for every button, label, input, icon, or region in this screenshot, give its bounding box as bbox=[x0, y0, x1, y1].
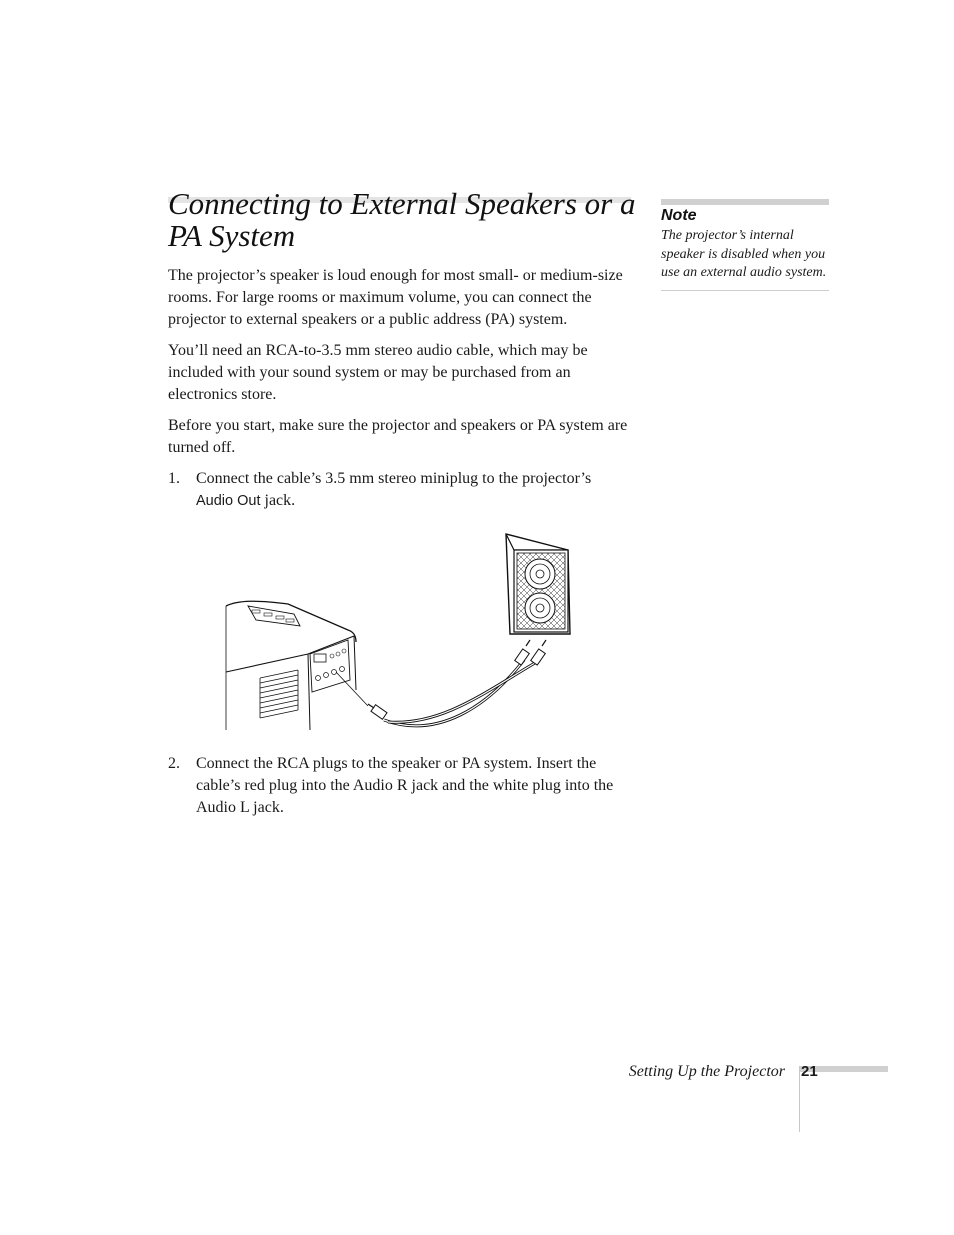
step-text: Connect the cable’s 3.5 mm stereo miniplug to the projector’s Audio Out jack. bbox=[196, 470, 592, 509]
note-text: The projector’s internal speaker is disabled when you use an external audio system. bbox=[661, 228, 827, 280]
step-2 bbox=[168, 753, 633, 819]
note-label: Note bbox=[661, 207, 697, 224]
step-number: 1. bbox=[168, 470, 180, 487]
speaker-icon bbox=[506, 534, 570, 634]
step-number: 2. bbox=[168, 755, 180, 772]
paragraph-intro: The projector’s speaker is loud enough for most small- or medium-size rooms. For large rooms or maximum volume, you can connect the projector to external speakers or a public address (PA) system. bbox=[168, 267, 623, 328]
connection-illustration bbox=[218, 530, 578, 735]
running-footer-title: Setting Up the Projector bbox=[628, 1063, 785, 1080]
projector-icon bbox=[226, 601, 368, 730]
note-bottom-rule bbox=[661, 290, 829, 291]
step-1 bbox=[168, 468, 633, 512]
section-title: Connecting to External Speakers or a PA System bbox=[168, 186, 636, 253]
page-number: 21 bbox=[801, 1063, 818, 1080]
note-rule bbox=[661, 199, 829, 205]
sidebar-note bbox=[661, 199, 829, 283]
paragraph-before-start: Before you start, make sure the projector and speakers or PA system are turned off. bbox=[168, 417, 628, 456]
footer-vertical-rule bbox=[799, 1066, 800, 1132]
audio-cable-icon bbox=[368, 640, 546, 726]
step-text: Connect the RCA plugs to the speaker or PA system. Insert the cable’s red plug into the Audio R jack and the white plug into the Audio L jack. bbox=[196, 755, 614, 816]
projector-speaker-diagram bbox=[218, 530, 578, 735]
audio-out-label: Audio Out bbox=[196, 493, 261, 509]
paragraph-cable: You’ll need an RCA-to-3.5 mm stereo audio cable, which may be included with your sound system or may be purchased from an electronics store. bbox=[168, 342, 588, 403]
